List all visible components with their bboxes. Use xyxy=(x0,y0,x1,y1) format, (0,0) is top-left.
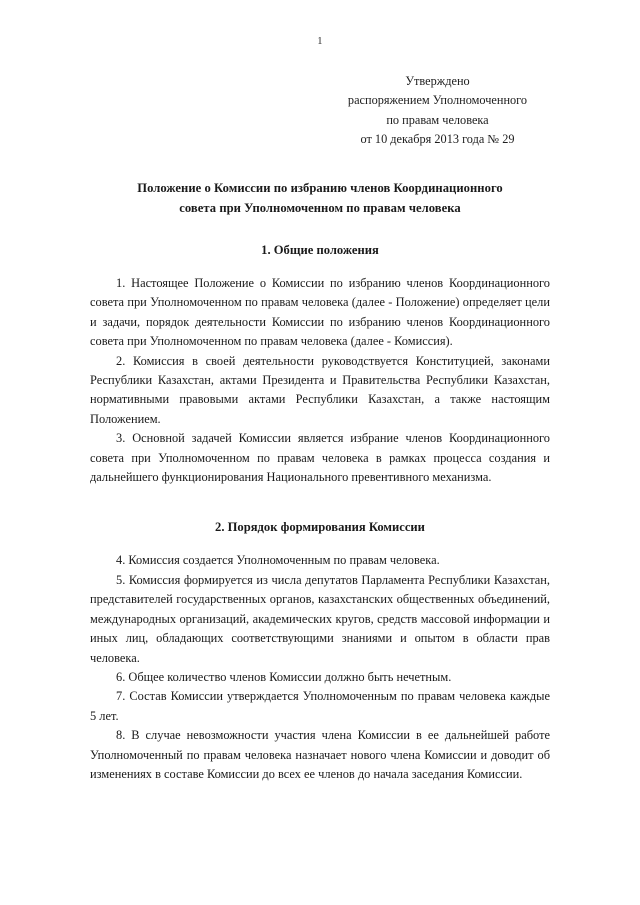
section-heading-1: 1. Общие положения xyxy=(261,243,379,257)
paragraph-6: 6. Общее количество членов Комиссии должно быть нечетным. xyxy=(116,669,452,684)
paragraph-2: 2. Комиссия в своей деятельности руководствуется Конституцией, законами Республики Казахстан, актами Президента и Правительства Республики Казахстан, нормативными правовыми актами Республики Казахстан, а также настоящим Положением. xyxy=(90,353,550,426)
document-title-line-1: Положение о Комиссии по избранию членов Координационного xyxy=(137,181,503,195)
paragraph-5: 5. Комиссия формируется из числа депутатов Парламента Республики Казахстан, представителей государственных органов, казахстанских общественных объединений, международных организаций, академических кругов, средств массовой информации и иных лиц, обладающих соответствующими знаниями и опытом в области прав человека. xyxy=(90,572,550,665)
paragraph-1: 1. Настоящее Положение о Комиссии по избранию членов Координационного совета при Уполномоченном по правам человека (далее - Положение) определяет цели и задачи, порядок деятельности Комиссии по избранию членов Координационного совета при Уполномоченном по правам человека (далее - Комиссия). xyxy=(90,276,550,349)
approval-line-2: распоряжением Уполномоченного xyxy=(347,93,528,108)
section-2-paragraphs xyxy=(90,551,550,784)
paragraph-8: 8. В случае невозможности участия члена Комиссии в ее дальнейшей работе Уполномоченный по правам человека назначает нового члена Комиссии и доводит об изменениях в составе Комиссии до всех ее членов до начала заседания Комиссии. xyxy=(90,728,550,781)
page-number: 1 xyxy=(317,36,323,47)
section-1-paragraphs xyxy=(90,274,550,487)
document-title xyxy=(90,178,550,218)
approval-line-4: от 10 декабря 2013 года № 29 xyxy=(360,131,515,146)
document-body xyxy=(90,178,550,784)
paragraph-4: 4. Комиссия создается Уполномоченным по правам человека. xyxy=(116,553,440,568)
document-title-line-2: совета при Уполномоченном по правам человека xyxy=(179,201,461,215)
approval-line-3: по правам человека xyxy=(386,112,489,127)
approval-block xyxy=(300,72,575,149)
approval-line-1: Утверждено xyxy=(405,74,470,88)
paragraph-7: 7. Состав Комиссии утверждается Уполномоченным по правам человека каждые 5 лет. xyxy=(90,689,550,723)
paragraph-3: 3. Основной задачей Комиссии является избрание членов Координационного совета при Уполномоченном по правам человека в рамках процесса создания и дальнейшего функционирования Национального превентивного механизма. xyxy=(90,431,550,485)
section-heading-2: 2. Порядок формирования Комиссии xyxy=(215,520,425,535)
